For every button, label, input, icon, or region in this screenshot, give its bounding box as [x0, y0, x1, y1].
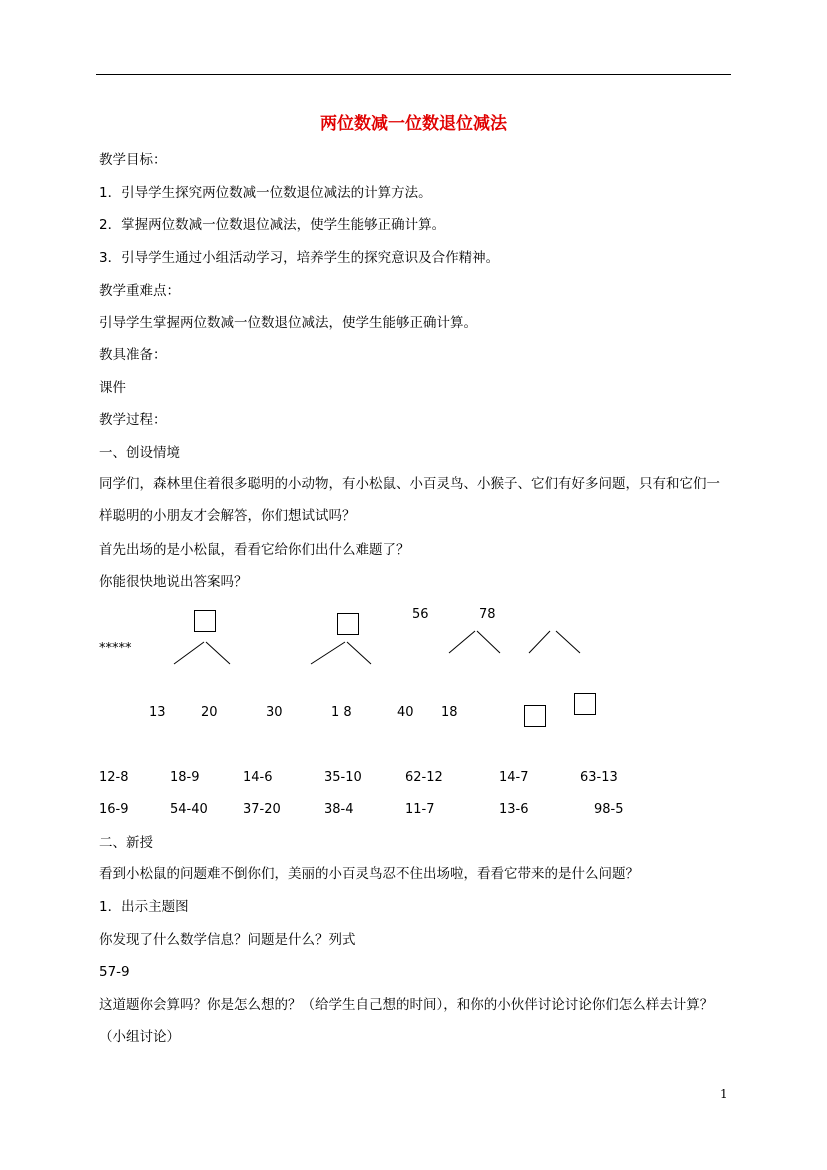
section2-item: 1．出示主题图 [99, 899, 189, 915]
page-title: 两位数减一位数退位减法 [320, 114, 507, 134]
section1-paragraph: 同学们，森林里住着很多聪明的小动物，有小松鼠、小百灵鸟、小猴子、它们有好多问题，只有和它们一样聪明的小朋友才会解答，你们想试试吗？ [99, 476, 720, 524]
tools-heading: 教具准备： [99, 347, 167, 363]
answer-box [194, 610, 216, 632]
exercise-item: 63-13 [580, 770, 618, 785]
answer-box [337, 613, 359, 635]
tree-bottom-number: 1 8 [331, 705, 352, 720]
exercise-item: 18-9 [170, 770, 200, 785]
exercise-item: 54-40 [170, 802, 208, 817]
goals-heading: 教学目标： [99, 152, 167, 168]
tree-bottom-number: 18 [441, 705, 458, 720]
answer-box [524, 705, 546, 727]
section2-formula: 57-9 [99, 964, 130, 980]
process-heading: 教学过程： [99, 412, 167, 428]
exercise-item: 38-4 [324, 802, 354, 817]
section1-heading: 一、创设情境 [99, 445, 180, 461]
key-text: 引导学生掌握两位数减一位数退位减法，使学生能够正确计算。 [99, 315, 477, 331]
exercise-item: 35-10 [324, 770, 362, 785]
tree-top-number: 78 [479, 607, 496, 622]
exercise-item: 62-12 [405, 770, 443, 785]
tree-bottom-number: 20 [201, 705, 218, 720]
goal-item: 3．引导学生通过小组活动学习，培养学生的探究意识及合作精神。 [99, 250, 500, 266]
exercise-item: 12-8 [99, 770, 129, 785]
exercise-item: 16-9 [99, 802, 129, 817]
tools-text: 课件 [99, 380, 126, 396]
exercise-item: 14-6 [243, 770, 273, 785]
exercise-item: 37-20 [243, 802, 281, 817]
page-number: 1 [720, 1087, 728, 1101]
section2-paragraph: 这道题你会算吗？你是怎么想的？（给学生自己想的时间），和你的小伙伴讨论讨论你们怎么样去计算？（小组讨论） [99, 997, 714, 1045]
exercise-item: 13-6 [499, 802, 529, 817]
exercise-item: 98-5 [594, 802, 624, 817]
goal-item: 1．引导学生探究两位数减一位数退位减法的计算方法。 [99, 185, 432, 201]
section2-heading: 二、新授 [99, 835, 153, 851]
section2-line: 看到小松鼠的问题难不倒你们，美丽的小百灵鸟忍不住出场啦，看看它带来的是什么问题？ [99, 866, 639, 882]
exercise-item: 11-7 [405, 802, 435, 817]
section2-line: 你发现了什么数学信息？问题是什么？列式 [99, 932, 356, 948]
exercise-item: 14-7 [499, 770, 529, 785]
key-heading: 教学重难点： [99, 283, 180, 299]
stars-marker: ***** [99, 641, 132, 656]
section1-line: 你能很快地说出答案吗？ [99, 574, 248, 590]
tree-bottom-number: 30 [266, 705, 283, 720]
answer-box [574, 693, 596, 715]
section1-line: 首先出场的是小松鼠，看看它给你们出什么难题了？ [99, 542, 410, 558]
goal-item: 2．掌握两位数减一位数退位减法，使学生能够正确计算。 [99, 217, 446, 233]
tree-top-number: 56 [412, 607, 429, 622]
tree-bottom-number: 13 [149, 705, 166, 720]
tree-bottom-number: 40 [397, 705, 414, 720]
